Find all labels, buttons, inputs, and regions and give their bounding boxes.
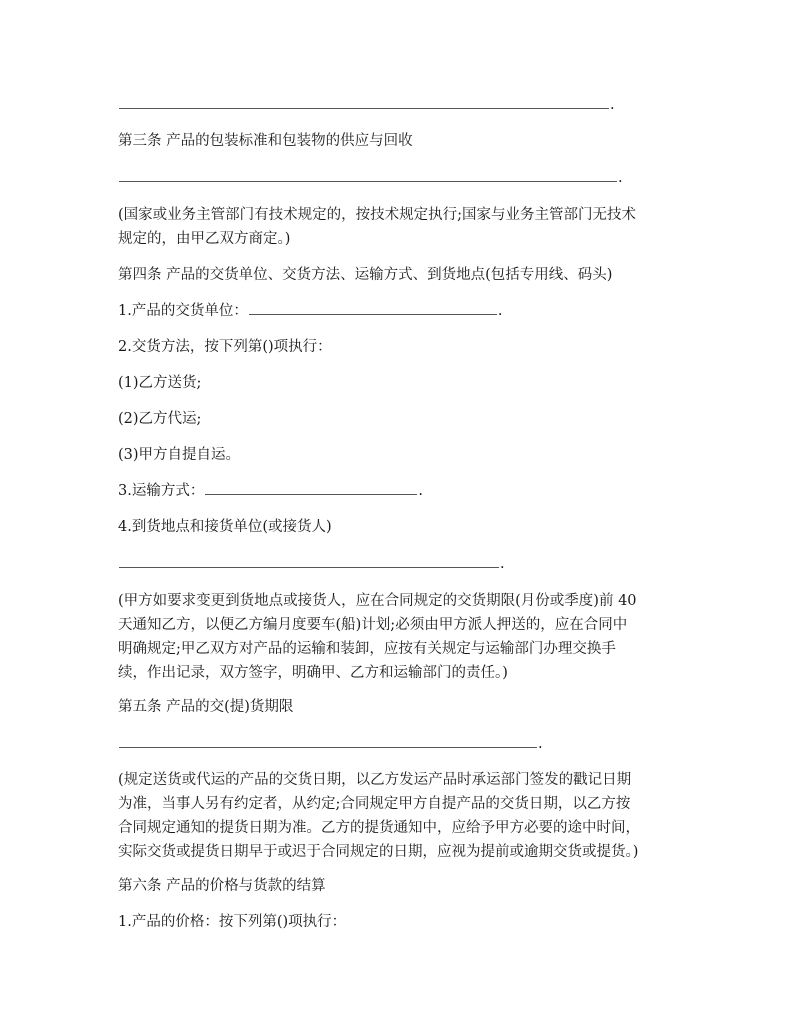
note-packaging bbox=[118, 203, 678, 251]
period: . bbox=[610, 97, 615, 113]
delivery-unit-row bbox=[118, 300, 502, 322]
destination-row: 4.到货地点和接货单位(或接货人) bbox=[118, 519, 332, 535]
period: . bbox=[418, 483, 423, 499]
option-1: (1)乙方送货; bbox=[118, 375, 202, 391]
note-line: 为准，当事人另有约定者，从约定;合同规定甲方自提产品的交货日期，以乙方按 bbox=[118, 796, 631, 812]
delivery-unit-label: 1.产品的交货单位： bbox=[118, 303, 248, 319]
article-3-title: 第三条 产品的包装标准和包装物的供应与回收 bbox=[118, 133, 413, 149]
note-destination-change bbox=[118, 589, 678, 685]
note-delivery-date bbox=[118, 768, 678, 864]
note-line: 合同规定通知的提货日期为准。乙方的提货通知中，应给予甲方必要的途中时间， bbox=[118, 820, 640, 836]
note-line: 明确规定;甲乙双方对产品的运输和装卸，应按有关规定与运输部门办理交换手 bbox=[118, 641, 616, 657]
fill-in-blank bbox=[119, 733, 537, 748]
note-line: 续，作出记录，双方签字，明确甲、乙方和运输部门的责任。) bbox=[118, 665, 508, 681]
transport-mode-row bbox=[118, 480, 423, 502]
note-line: 天通知乙方，以便乙方编月度要车(船)计划;必须由甲方派人押送的，应在合同中 bbox=[118, 617, 628, 633]
fill-in-blank bbox=[249, 300, 497, 315]
note-line: (规定送货或代运的产品的交货日期，以乙方发运产品时承运部门签发的戳记日期 bbox=[118, 772, 632, 788]
transport-mode-label: 3.运输方式： bbox=[118, 483, 205, 499]
period: . bbox=[500, 556, 505, 572]
fill-in-blank bbox=[205, 480, 417, 495]
fill-in-blank bbox=[119, 167, 617, 182]
article-4-title: 第四条 产品的交货单位、交货方法、运输方式、到货地点(包括专用线、码头) bbox=[118, 267, 613, 283]
article-5-title: 第五条 产品的交(提)货期限 bbox=[118, 699, 294, 715]
blank-line-row-2 bbox=[118, 167, 623, 189]
fill-in-blank bbox=[119, 553, 499, 568]
blank-line-row-4 bbox=[118, 733, 543, 755]
delivery-method-row: 2.交货方法，按下列第()项执行： bbox=[118, 339, 332, 355]
period: . bbox=[618, 170, 623, 186]
period: . bbox=[538, 736, 543, 752]
blank-line-row-1 bbox=[118, 94, 615, 116]
option-3: (3)甲方自提自运。 bbox=[118, 447, 241, 463]
article-6-title: 第六条 产品的价格与货款的结算 bbox=[118, 878, 326, 894]
note-line: (国家或业务主管部门有技术规定的，按技术规定执行;国家与业务主管部门无技术 bbox=[118, 207, 637, 223]
option-2: (2)乙方代运; bbox=[118, 411, 202, 427]
blank-line-row-3 bbox=[118, 553, 505, 575]
note-line: 实际交货或提货日期早于或迟于合同规定的日期，应视为提前或逾期交货或提货。) bbox=[118, 844, 639, 860]
price-row: 1.产品的价格：按下列第()项执行： bbox=[118, 914, 347, 930]
note-line: 规定的，由甲乙双方商定。) bbox=[118, 231, 291, 247]
note-line: (甲方如要求变更到货地点或接货人，应在合同规定的交货期限(月份或季度)前 40 bbox=[118, 593, 637, 609]
period: . bbox=[497, 303, 503, 319]
fill-in-blank bbox=[119, 94, 609, 109]
